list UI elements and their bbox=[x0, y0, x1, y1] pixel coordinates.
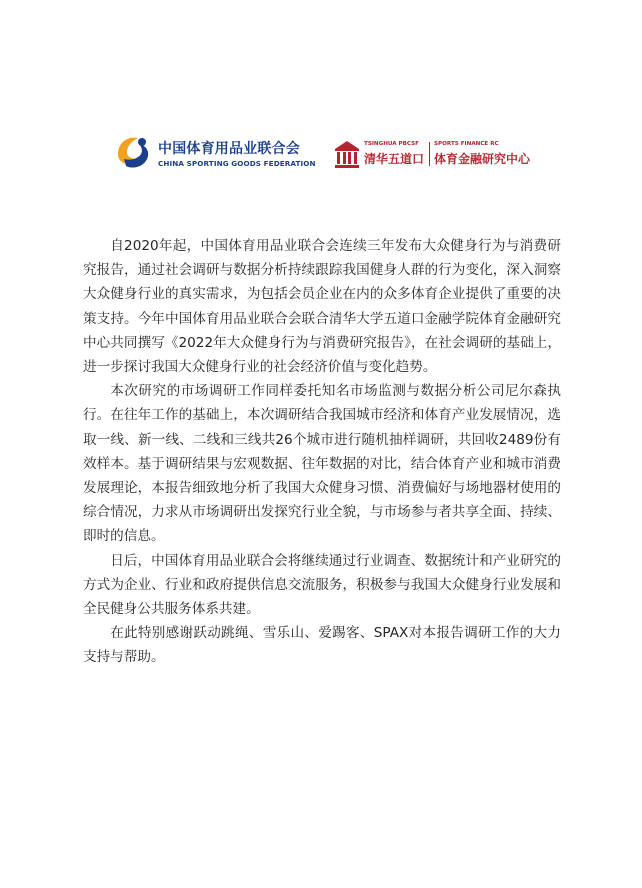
tsinghua-emblem-icon bbox=[334, 140, 360, 170]
tsinghua-en-left: TSINGHUA PBCSF bbox=[364, 141, 419, 147]
federation-logo bbox=[112, 132, 316, 176]
paragraph: 自2020年起，中国体育用品业联合会连续三年发布大众健身行为与消费研究报告，通过社会调研与数据分析持续跟踪我国健身人群的行为变化，深入洞察大众健身行业的真实需求，为包括会员企业在内的众多体育企业提供了重要的决策支持。今年中国体育用品业联合会联合清华大学五道口金融学院体育金融研究中心共同撰写《2022年大众健身行为与消费研究报告》，在社会调研的基础上，进一步探讨我国大众健身行业的社会经济价值与变化趋势。 bbox=[83, 238, 561, 376]
tsinghua-logo bbox=[334, 140, 534, 176]
federation-name-en: CHINA SPORTING GOODS FEDERATION bbox=[158, 159, 316, 168]
paragraph: 本次研究的市场调研工作同样委托知名市场监测与数据分析公司尼尔森执行。在往年工作的基础上，本次调研结合我国城市经济和体育产业发展情况，选取一线、新一线、二线和三线共26个城市进行随机抽样调研，共回收2489份有效样本。基于调研结果与宏观数据、往年数据的对比，结合体育产业和城市消费发展理论，本报告细致地分析了我国大众健身习惯、消费偏好与场地器材使用的综合情况，力求从市场调研出发探究行业全貌，与市场参与者共享全面、持续、即时的信息。 bbox=[83, 383, 561, 545]
federation-name-cn: 中国体育用品业联合会 bbox=[158, 141, 300, 157]
header-logos bbox=[112, 132, 532, 180]
paragraph: 在此特别感谢跃动跳绳、雪乐山、爱踢客、SPAX对本报告调研工作的大力支持与帮助。 bbox=[83, 625, 561, 666]
tsinghua-cn-left: 清华五道口 bbox=[364, 152, 425, 166]
logo-divider bbox=[429, 142, 430, 166]
tsinghua-cn-right: 体育金融研究中心 bbox=[434, 152, 531, 166]
federation-emblem-icon bbox=[112, 132, 154, 176]
tsinghua-en-right: SPORTS FINANCE RC bbox=[434, 141, 499, 147]
paragraph: 日后，中国体育用品业联合会将继续通过行业调查、数据统计和产业研究的方式为企业、行业和政府提供信息交流服务，积极参与我国大众健身行业发展和全民健身公共服务体系共建。 bbox=[83, 552, 561, 618]
preface-body bbox=[83, 234, 561, 670]
